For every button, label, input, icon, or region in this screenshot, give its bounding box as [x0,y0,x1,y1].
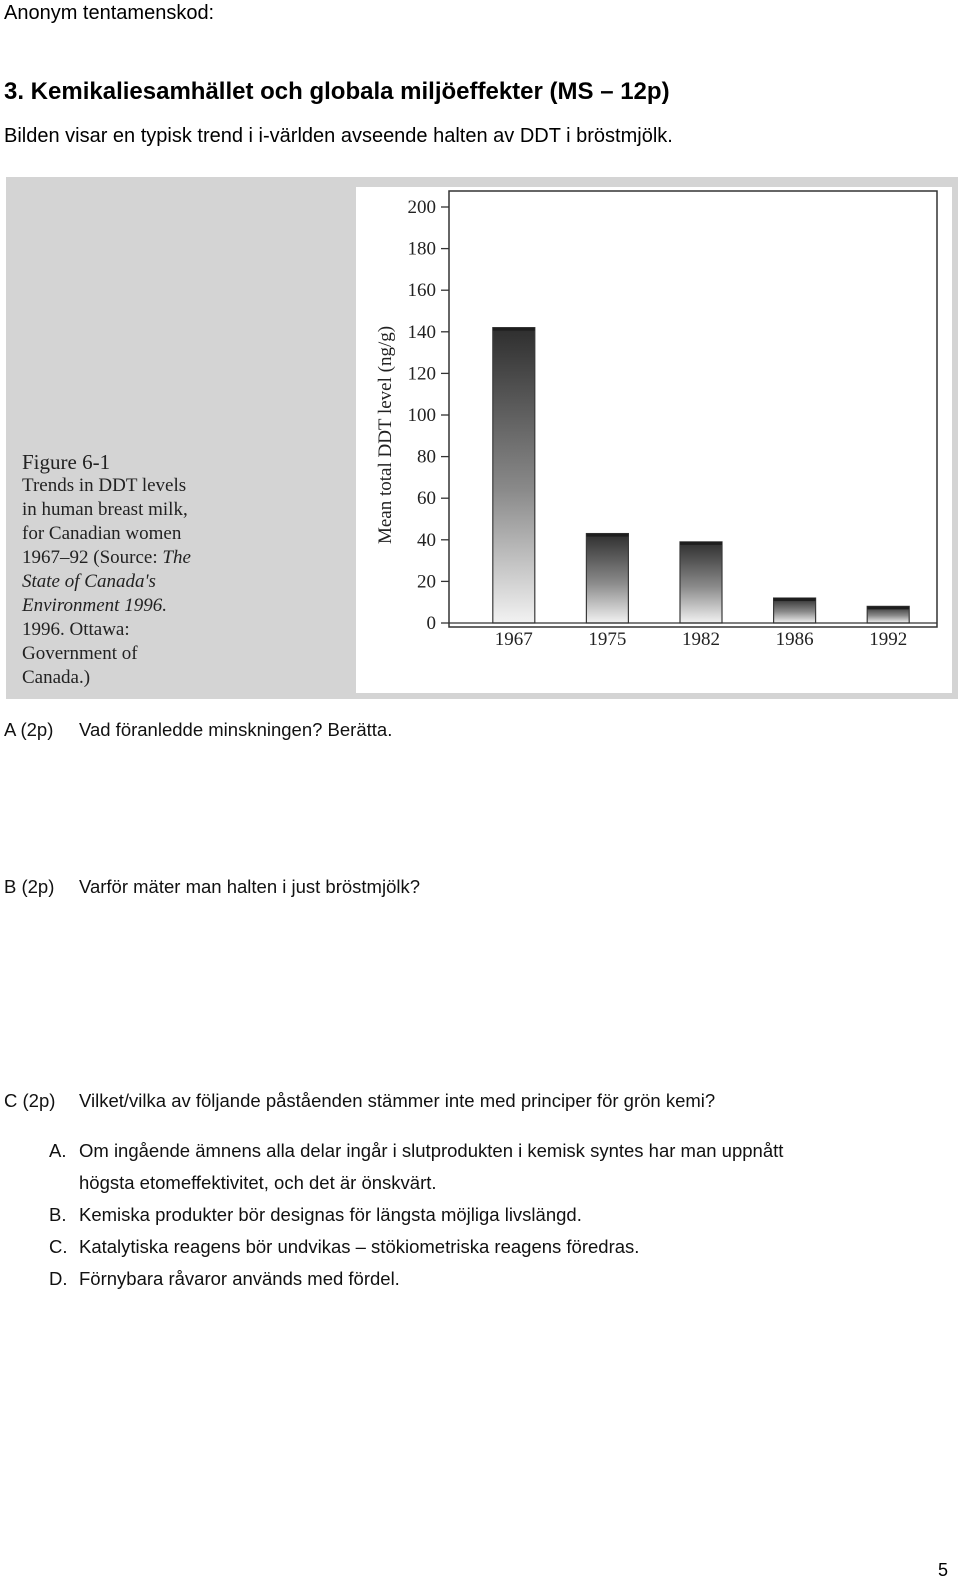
exam-code-label: Anonym tentamenskod: [4,2,215,24]
ddt-bar-chart [6,177,958,699]
y-tick-label: 160 [407,280,436,302]
intro-text: Bilden visar en typisk trend i i-världen avseende halten av DDT i bröstmjölk. [4,125,673,147]
option-text: Om ingående ämnens alla delar ingår i slutprodukten i kemisk syntes har man uppnått [79,1140,784,1161]
option-text: Katalytiska reagens bör undvikas – stökiometriska reagens föredras. [79,1236,640,1257]
bar-top-edge [493,328,535,331]
question-c [4,1090,715,1112]
question-a [4,719,392,741]
plot-panel [356,187,952,693]
bar-1967 [493,328,535,623]
figure-caption-line: The [162,547,191,568]
y-tick-label: 60 [417,488,436,510]
option-text: Förnybara råvaror används med fördel. [79,1268,400,1289]
y-tick-label: 40 [417,529,436,551]
y-axis-label: Mean total DDT level (ng/g) [375,325,396,545]
option-text: högsta etomeffektivitet, och det är önskvärt. [79,1172,437,1193]
question-a-text: Vad föranledde minskningen? Berätta. [79,719,393,740]
option-letter: A. [49,1140,67,1161]
option-text: Kemiska produkter bör designas för längsta möjliga livslängd. [79,1204,582,1225]
option-letter: B. [49,1204,67,1225]
figure-caption-line: State of Canada's [22,571,156,592]
figure-caption-line: Canada.) [22,667,91,688]
figure-caption-line: 1996. Ottawa: [22,619,130,640]
figure-caption-line: for Canadian women [22,523,182,544]
y-tick-label: 20 [417,571,436,593]
figure-caption-heading: Figure 6-1 [22,450,111,474]
y-tick-label: 100 [407,405,436,426]
x-category-label: 1982 [682,629,720,650]
bar-top-edge [680,542,722,545]
y-tick-label: 0 [426,613,436,634]
ddt-figure [6,177,958,699]
question-b-text: Varför mäter man halten i just bröstmjölk? [79,876,421,897]
bar-1975 [586,534,628,623]
x-category-label: 1967 [494,629,533,650]
section-title: 3. Kemikaliesamhället och globala miljöeffekter (MS – 12p) [4,78,670,105]
figure-caption-line: 1967–92 (Source: [22,547,163,568]
option-a [4,1135,783,1199]
bar-1986 [774,598,816,623]
figure-caption-line: Trends in DDT levels [22,475,187,496]
bar-top-edge [867,606,909,609]
y-tick-label: 80 [417,446,436,468]
question-b [4,876,420,898]
bar-top-edge [774,598,816,601]
question-c-label: C (2p) [4,1090,56,1111]
y-tick-label: 140 [407,321,436,343]
x-category-label: 1986 [775,629,814,650]
page-number: 5 [937,1560,948,1580]
question-b-label: B (2p) [4,876,55,897]
y-tick-label: 180 [407,238,436,260]
bar-top-edge [586,534,628,537]
option-b [4,1199,582,1231]
figure-caption-line: Environment 1996. [22,595,167,616]
bar-1982 [680,542,722,623]
y-tick-label: 200 [407,197,436,218]
figure-caption-line: in human breast milk, [22,499,188,520]
figure-caption-line: Government of [22,643,138,664]
option-letter: C. [49,1236,68,1257]
x-category-label: 1975 [588,629,627,650]
option-letter: D. [49,1268,68,1289]
question-c-text: Vilket/vilka av följande påståenden stämmer inte med principer för grön kemi? [79,1090,716,1111]
x-category-label: 1992 [869,629,908,650]
question-a-label: A (2p) [4,719,54,740]
option-d [4,1263,400,1295]
option-c [4,1231,639,1263]
y-tick-label: 120 [407,363,436,385]
